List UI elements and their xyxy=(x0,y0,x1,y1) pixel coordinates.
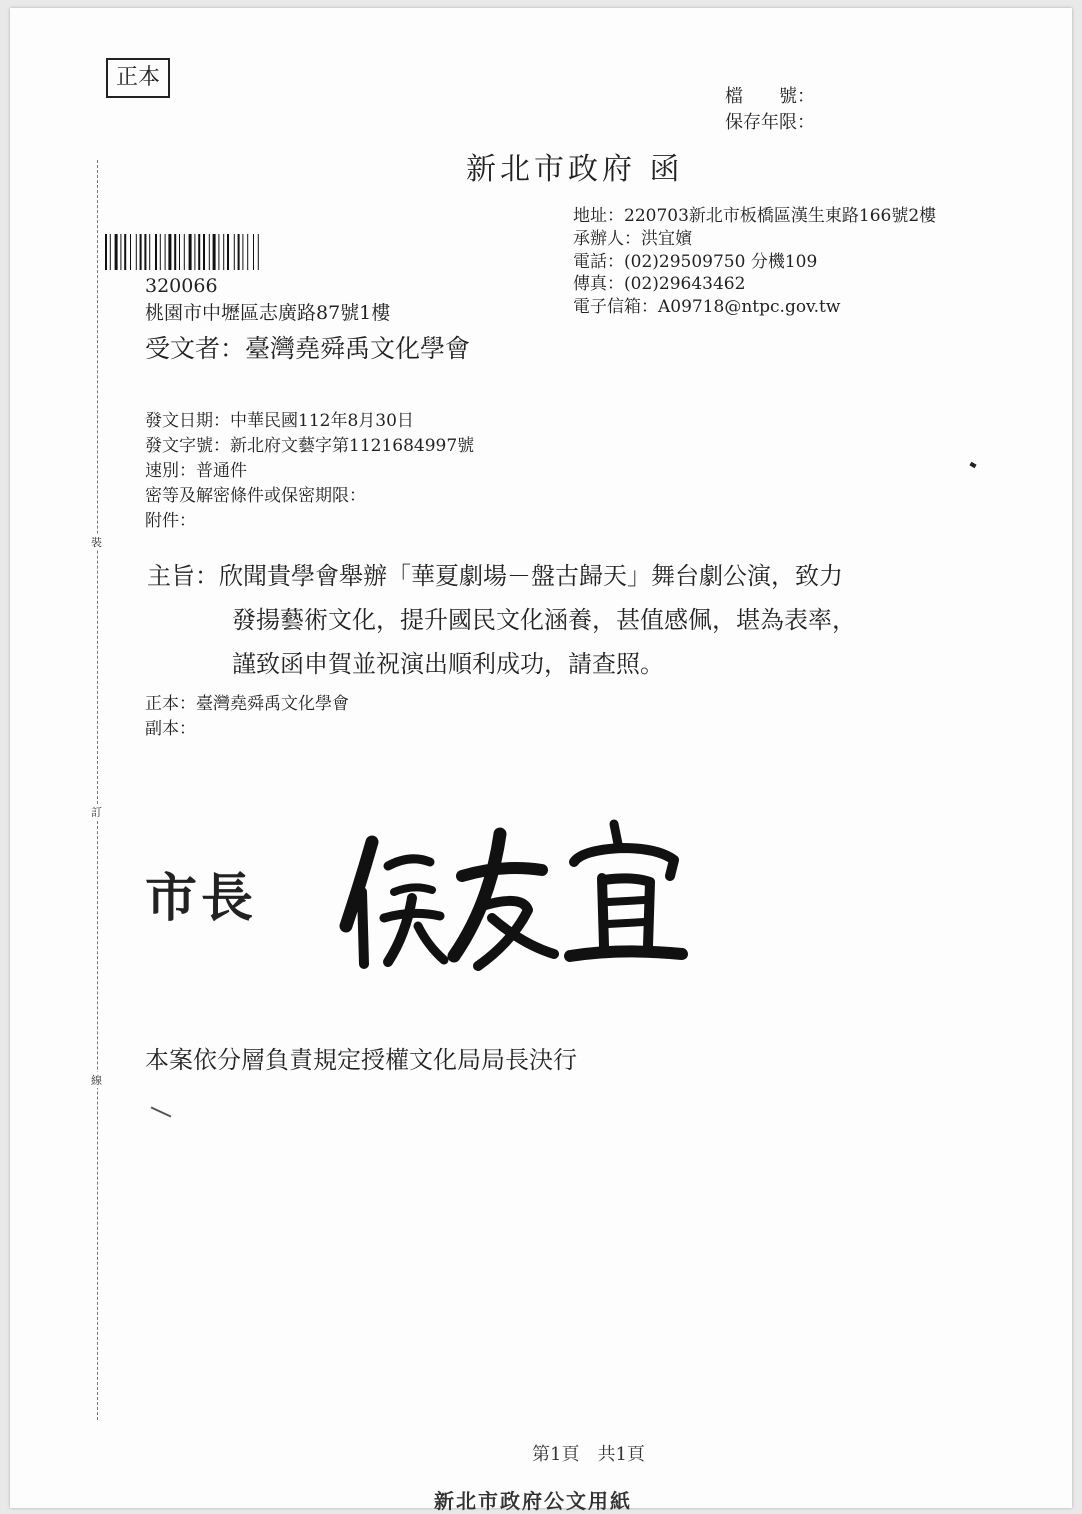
subject-line-3: 謹致函申賀並祝演出順利成功，請查照。 xyxy=(232,650,664,678)
page-number: 第1頁 共1頁 xyxy=(532,1444,645,1465)
distribution-copy: 副本： xyxy=(145,719,196,739)
mayor-title: 市長 xyxy=(145,868,258,929)
sender-contact: 承辦人：洪宜嬪 xyxy=(573,229,692,249)
file-number-label: 檔 號： xyxy=(725,86,815,107)
doc-attachment: 附件： xyxy=(145,511,196,531)
paper-footer-title: 新北市政府公文用紙 xyxy=(434,1489,632,1513)
binding-mark-ding: 訂 xyxy=(91,806,102,819)
binding-mark-xian: 線 xyxy=(91,1074,102,1087)
scan-speck xyxy=(151,1106,172,1117)
sender-email: 電子信箱：A09718@ntpc.gov.tw xyxy=(573,297,841,317)
sender-phone: 電話：(02)29509750 分機109 xyxy=(573,252,818,272)
scan-speck xyxy=(969,462,976,468)
doc-speed: 速別：普通件 xyxy=(145,461,247,481)
recipient-postal-code: 320066 xyxy=(145,275,218,297)
retention-label: 保存年限： xyxy=(725,112,815,133)
document-page xyxy=(10,8,1072,1513)
delegation-note: 本案依分層負責規定授權文化局局長決行 xyxy=(145,1046,577,1074)
barcode xyxy=(105,234,350,270)
doc-date: 發文日期：中華民國112年8月30日 xyxy=(145,411,414,431)
recipient-name: 受文者：臺灣堯舜禹文化學會 xyxy=(145,334,471,363)
doc-number: 發文字號：新北府文藝字第1121684997號 xyxy=(145,436,475,456)
recipient-address: 桃園市中壢區志廣路87號1樓 xyxy=(145,302,391,324)
mayor-signature xyxy=(332,814,692,984)
distribution-original: 正本：臺灣堯舜禹文化學會 xyxy=(145,694,349,714)
sender-address: 地址：220703新北市板橋區漢生東路166號2樓 xyxy=(573,206,937,226)
subject-line-2: 發揚藝術文化，提升國民文化涵養，甚值感佩，堪為表率， xyxy=(232,606,856,634)
subject-line-1: 主旨：欣聞貴學會舉辦「華夏劇場－盤古歸天」舞台劇公演，致力 xyxy=(147,562,843,590)
binding-line xyxy=(97,160,98,1420)
sender-fax: 傳真：(02)29643462 xyxy=(573,274,746,294)
doc-secrecy: 密等及解密條件或保密期限： xyxy=(145,486,366,506)
document-title: 新北市政府 函 xyxy=(466,152,684,187)
binding-mark-zhuang: 裝 xyxy=(91,536,102,549)
original-stamp: 正本 xyxy=(106,58,170,98)
